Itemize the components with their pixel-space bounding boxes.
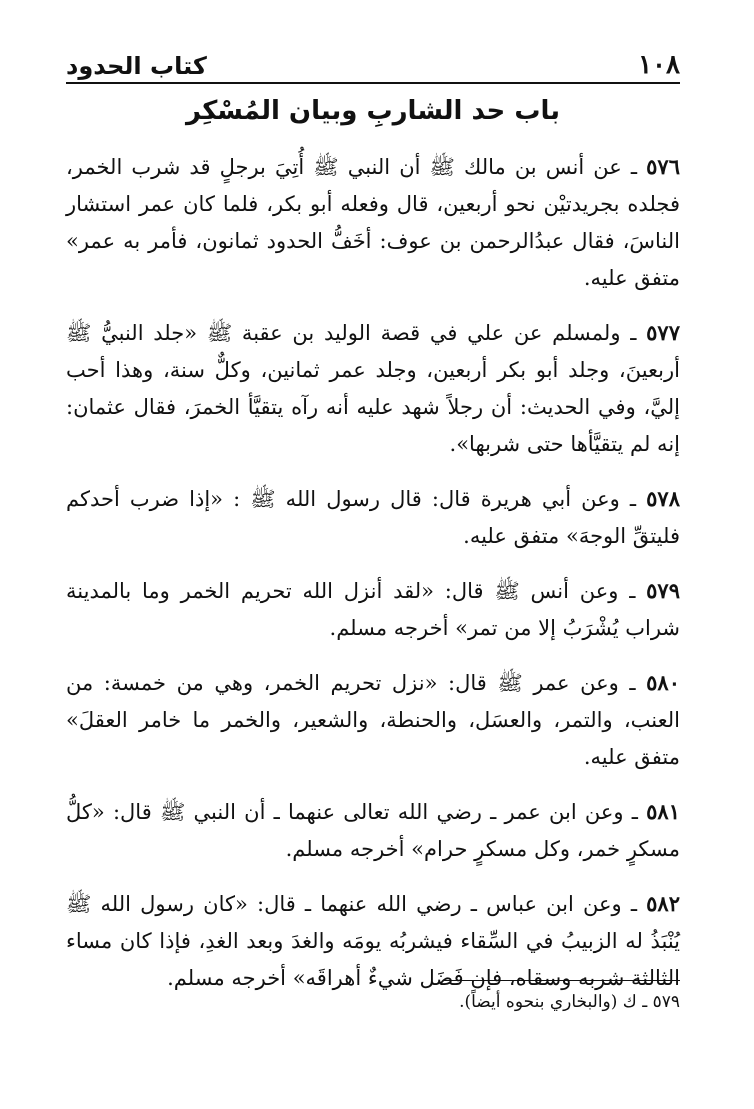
hadith-number: ٥٨٢: [646, 891, 680, 916]
hadith-separator: ـ: [630, 321, 637, 345]
hadith-number: ٥٧٩: [646, 578, 680, 603]
hadith-paragraph: [66, 314, 680, 463]
hadith-text: وعن ابن عباس ـ رضي الله عنهما ـ قال: «كان رسول الله ﷺ يُنْبَذُ له الزبيبُ في السِّقاء فيشربُه يومَه والغدَ وبعد الغدِ، فإذا كان مساء الثالثة شربه وسقاه، فإن فَضَل شيءٌ أهراقَه» أخرجه مسلم.: [66, 892, 680, 990]
hadith-number: ٥٨١: [646, 799, 680, 824]
hadith-text: وعن عمر ﷺ قال: «نزل تحريم الخمر، وهي من خمسة: من العنب، والتمر، والعسَل، والحنطة، والشعير، والخمر ما خامر العقلَ» متفق عليه.: [66, 671, 680, 769]
hadith-number: ٥٨٠: [646, 670, 680, 695]
chapter-title: باب حد الشاربِ وبيان المُسْكِر: [186, 96, 560, 126]
hadith-number: ٥٧٧: [646, 320, 680, 345]
hadith-separator: ـ: [630, 155, 638, 179]
footnote-divider: [444, 980, 680, 981]
hadith-number: ٥٧٨: [646, 486, 680, 511]
hadith-paragraph: [66, 480, 680, 555]
book-title: كتاب الحدود: [66, 52, 207, 80]
hadith-paragraph: [66, 664, 680, 776]
hadith-paragraph: [66, 148, 680, 297]
hadith-separator: ـ: [630, 892, 637, 916]
hadith-paragraph: [66, 572, 680, 647]
hadith-separator: ـ: [629, 579, 636, 603]
hadith-text: وعن ابن عمر ـ رضي الله تعالى عنهما ـ أن النبي ﷺ قال: «كلُّ مسكرٍ خمر، وكل مسكرٍ حرام» أخرجه مسلم.: [66, 800, 680, 861]
page-number: ١٠٨: [638, 50, 680, 80]
hadith-text: عن أنس بن مالك ﷺ أن النبي ﷺ أُتِيَ برجلٍ قد شرب الخمر، فجلده بجريدتيْن نحو أربعين، قال وفعله أبو بكر، فلما كان عمر استشار الناسَ، فقال عبدُالرحمن بن عوف: أخَفُّ الحدود ثمانون، فأمر به عمر» متفق عليه.: [66, 155, 680, 290]
hadith-text: وعن أبي هريرة قال: قال رسول الله ﷺ : «إذا ضرب أحدكم فليتقِّ الوجهَ» متفق عليه.: [66, 487, 680, 548]
hadith-text: ولمسلم عن علي في قصة الوليد بن عقبة ﷺ «جلد النبيُّ ﷺ أربعينَ، وجلد أبو بكر أربعين، وجلد عمر ثمانين، وكلٌّ سنة، وهذا أحب إليَّ، وفي الحديث: أن رجلاً شهد عليه أنه رآه يتقيَّأ الخمرَ، فقال عثمان: إنه لم يتقيَّأها حتى شربها».: [66, 321, 680, 456]
hadith-separator: ـ: [629, 487, 637, 511]
hadith-text: وعن أنس ﷺ قال: «لقد أنزل الله تحريم الخمر وما بالمدينة شراب يُشْرَبُ إلا من تمر» أخرجه مسلم.: [66, 579, 680, 640]
hadith-separator: ـ: [629, 671, 636, 695]
hadith-number: ٥٧٦: [646, 154, 680, 179]
hadith-list: [66, 148, 680, 997]
footnote: ٥٧٩ ـ ك (والبخاري بنحوه أيضاً).: [459, 992, 680, 1012]
hadith-paragraph: [66, 793, 680, 868]
running-header: [66, 46, 680, 84]
hadith-separator: ـ: [631, 800, 638, 824]
